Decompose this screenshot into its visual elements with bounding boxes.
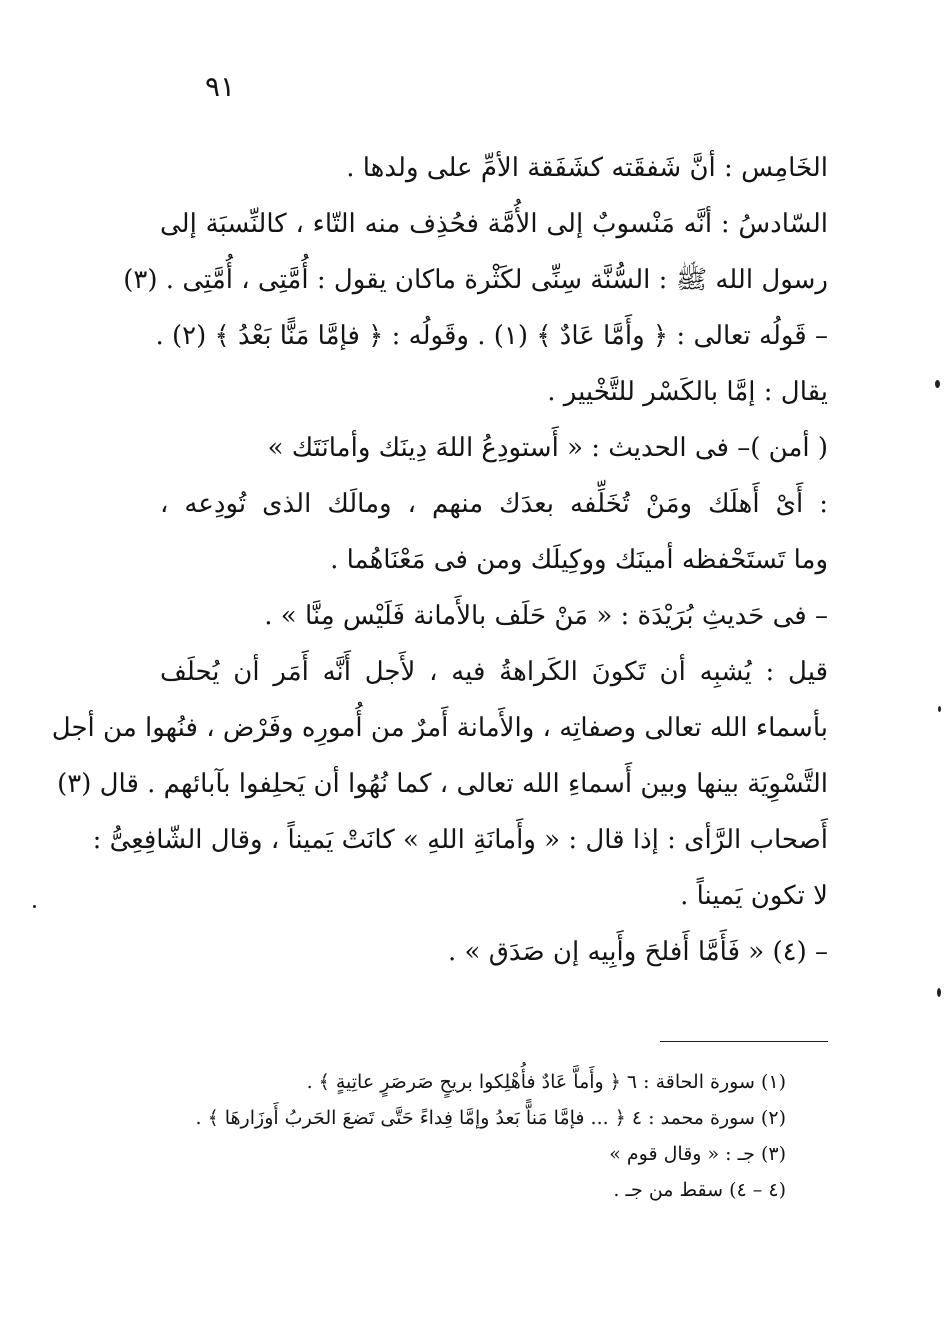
footnote-divider — [660, 1041, 828, 1042]
body-line: – (٤) « فَأَمَّا أَفلحَ وأَبِيه إن صَدَق » . — [448, 937, 828, 967]
scan-speck — [935, 380, 940, 388]
body-line: رسول الله ﷺ : السُّنَّة سِنِّى لكَثْرة ماكان يقول : أُمَّتِى ، أُمَّتِى . (٣) — [123, 265, 828, 295]
footnote: (٢) سورة محمد : ٤ ﴿ ... فإمَّا مَناًّ بَعدُ وإمَّا فِداءً حَتَّى تَضعَ الحَربُ أَوزَارهَا ﴾ . — [195, 1107, 786, 1129]
body-line: – قَولُه تعالى : ﴿ وأَمَّا عَادٌ ﴾ (١) . وقَولُه : ﴿ فإمَّا مَنًّا بَعْدُ ﴾ (٢) . — [155, 321, 828, 351]
body-line: قيل : يُشبِه أن تَكونَ الكَراهةُ فيه ، لأَجل أَنَّه أَمَر أن يُحلَف — [160, 657, 828, 687]
body-line: أَصحاب الرَّأى : إذا قال : « وأَمانَةِ اللهِ » كانَتْ يَميناً ، وقال الشّافِعِىُّ : — [92, 825, 828, 855]
body-line: السّادسُ : أنَّه مَنْسوبٌ إلى الأُمَّة فحُذِف منه التّاء ، كالنِّسبَة إلى — [160, 209, 828, 239]
body-line: الخَامِس : أنَّ شَفقَته كشَفَقة الأمِّ على ولدها . — [346, 153, 828, 183]
body-line: : أَىْ أَهلَك ومَنْ تُخَلِّفه بعدَك منهم ، ومالَك الذى تُودِعه ، — [160, 489, 828, 519]
body-line: ( أمن )– فى الحديث : « أَستودِعُ اللهَ دِينَك وأمانَتَك » — [267, 433, 828, 463]
body-text — [51, 140, 828, 980]
scan-speck — [938, 706, 941, 712]
body-line: بأسماء الله تعالى وصفاتِه ، والأَمانة أَمرٌ من أُمورِه وفَرْض ، فنُهوا من أجل — [51, 713, 828, 743]
body-line: وما تَستَحْفظه أمينَك ووكِيلَك ومن فى مَعْنَاهُما . — [330, 545, 828, 575]
body-line: – فى حَديثِ بُرَيْدَة : « مَنْ حَلَف بالأَمانة فَلَيْس مِنَّا » . — [264, 601, 828, 631]
page-number: ٩١ — [204, 70, 236, 103]
body-line: لا تكون يَميناً . — [680, 881, 828, 911]
footnote: (٣) جـ : « وقال قوم » — [609, 1143, 786, 1165]
body-line: يقال : إمَّا بالكَسْر للتَّخْيير . — [547, 377, 828, 407]
body-line: التَّسْوِيَة بينها وبين أَسماءِ الله تعالى ، كما نُهُوا أن يَحلِفوا بآبائهم . قال (٣) — [57, 769, 828, 799]
scan-speck — [937, 988, 941, 997]
footnote: (١) سورة الحاقة : ٦ ﴿ وأَماَّ عَادٌ فأُهْلِكوا بريحٍ صَرصَرٍ عاتِيةٍ ﴾ . — [306, 1071, 786, 1093]
scan-speck — [33, 905, 36, 908]
footnotes — [160, 1064, 786, 1208]
footnote: (٤ – ٤) سقط من جـ . — [613, 1179, 786, 1201]
